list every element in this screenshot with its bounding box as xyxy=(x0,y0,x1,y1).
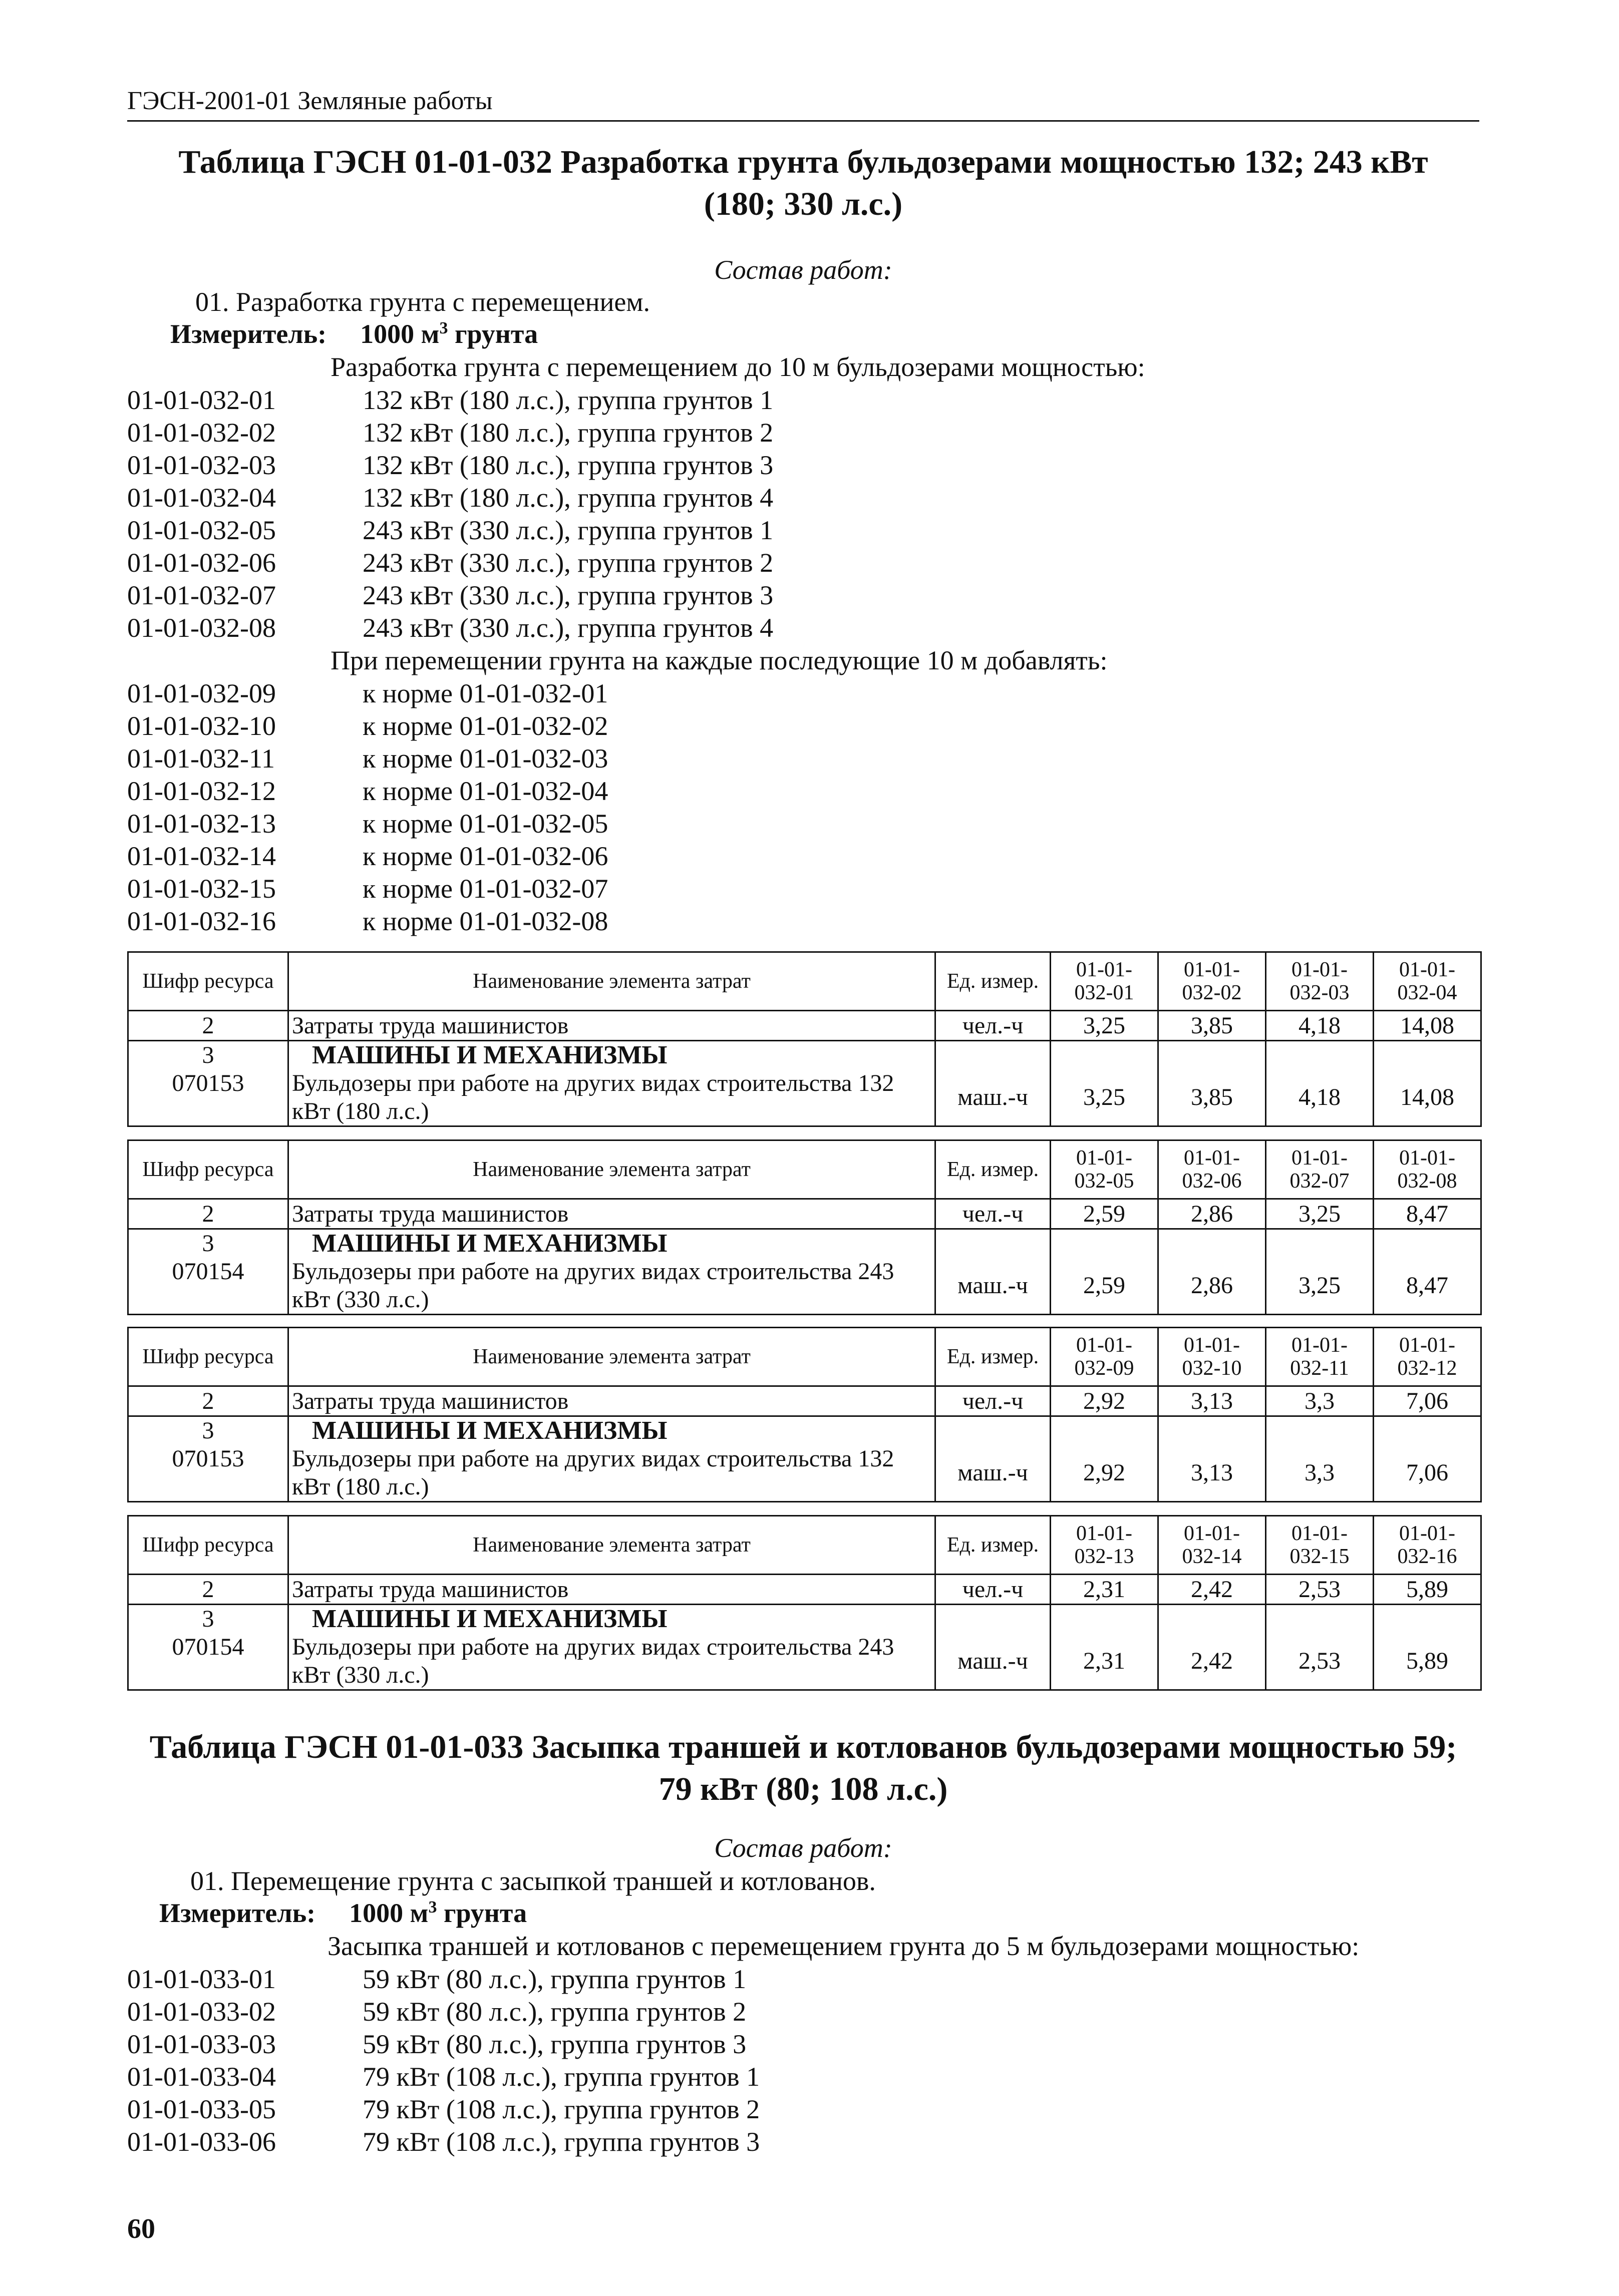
row-cipher xyxy=(128,1041,288,1126)
norm-code: 01-01-032-14 xyxy=(127,841,276,871)
header-name: Наименование элемента затрат xyxy=(288,1140,935,1199)
norm-description: 79 кВт (108 л.с.), группа грунтов 2 xyxy=(363,2094,760,2124)
table-header-row xyxy=(128,1516,1481,1575)
row-value: 14,08 xyxy=(1374,1011,1481,1041)
norm-code-part: 032-12 xyxy=(1397,1357,1457,1380)
norm-code: 01-01-032-15 xyxy=(127,874,276,904)
norm-description: к норме 01-01-032-03 xyxy=(363,743,608,774)
header-unit: Ед. измер. xyxy=(935,1516,1051,1575)
norm-code-part: 032-14 xyxy=(1182,1545,1242,1568)
header-cipher: Шифр ресурса xyxy=(128,1328,288,1386)
list-item xyxy=(127,776,1329,809)
header-cipher: Шифр ресурса xyxy=(128,952,288,1011)
header-norm-code xyxy=(1266,1140,1374,1199)
header-name: Наименование элемента затрат xyxy=(288,1328,935,1386)
norm-description: к норме 01-01-032-01 xyxy=(363,678,608,708)
norm-code: 01-01-032-06 xyxy=(127,548,276,578)
section-code: 3 xyxy=(202,1417,214,1444)
table-032-title xyxy=(127,141,1479,225)
row-value: 5,89 xyxy=(1374,1575,1481,1605)
norm-description: 243 кВт (330 л.с.), группа грунтов 1 xyxy=(363,515,774,545)
norm-code-part: 032-06 xyxy=(1182,1170,1242,1193)
group1-heading: Разработка грунта с перемещением до 10 м бульдозерами мощностью: xyxy=(331,352,1145,382)
row-value: 2,86 xyxy=(1158,1199,1266,1229)
row-value: 2,59 xyxy=(1051,1199,1158,1229)
measure-sup-2: 3 xyxy=(428,1898,437,1917)
norm-description: 243 кВт (330 л.с.), группа грунтов 3 xyxy=(363,580,774,610)
row-name: Затраты труда машинистов xyxy=(288,1575,935,1605)
row-value: 2,31 xyxy=(1051,1575,1158,1605)
section-name: МАШИНЫ И МЕХАНИЗМЫ xyxy=(312,1041,668,1069)
row-value: 3,13 xyxy=(1158,1386,1266,1416)
header-norm-code xyxy=(1374,1516,1481,1575)
resource-table xyxy=(127,1327,1482,1502)
norm-code-part: 032-11 xyxy=(1290,1357,1349,1380)
row-unit: чел.-ч xyxy=(935,1199,1051,1229)
norm-description: 132 кВт (180 л.с.), группа грунтов 1 xyxy=(363,385,774,415)
resource-table xyxy=(127,951,1482,1127)
norm-code-part: 01-01- xyxy=(1076,958,1132,981)
norm-code-part: 01-01- xyxy=(1076,1146,1132,1170)
norm-code: 01-01-032-05 xyxy=(127,515,276,545)
norm-description: 79 кВт (108 л.с.), группа грунтов 3 xyxy=(363,2127,760,2157)
measure-unit: грунта xyxy=(448,319,538,349)
norm-code-part: 032-03 xyxy=(1289,981,1350,1004)
norm-description: 59 кВт (80 л.с.), группа грунтов 1 xyxy=(363,1964,747,1994)
row-value: 4,18 xyxy=(1266,1011,1374,1041)
row-name: Затраты труда машинистов xyxy=(288,1199,935,1229)
norm-code-part: 01-01- xyxy=(1291,1146,1348,1170)
list-item xyxy=(127,417,1329,450)
resource-table xyxy=(127,1139,1482,1315)
table-header-row xyxy=(128,1328,1481,1386)
row-value: 3,3 xyxy=(1266,1386,1374,1416)
norm-code: 01-01-032-03 xyxy=(127,450,276,480)
table-033-title xyxy=(127,1726,1479,1810)
row-name xyxy=(288,1605,935,1690)
machine-code: 070154 xyxy=(172,1634,244,1660)
norm-description: 243 кВт (330 л.с.), группа грунтов 4 xyxy=(363,613,774,643)
list-item xyxy=(127,547,1329,580)
row-unit: чел.-ч xyxy=(935,1386,1051,1416)
list-item xyxy=(127,482,1329,515)
header-norm-code xyxy=(1266,1516,1374,1575)
norm-description: 243 кВт (330 л.с.), группа грунтов 2 xyxy=(363,548,774,578)
row-value: 4,18 xyxy=(1266,1041,1374,1126)
row-value: 2,42 xyxy=(1158,1575,1266,1605)
header-unit: Ед. измер. xyxy=(935,1140,1051,1199)
norm-code-part: 032-04 xyxy=(1397,981,1457,1004)
norm-code-part: 01-01- xyxy=(1399,1146,1455,1170)
row-value: 14,08 xyxy=(1374,1041,1481,1126)
list-item xyxy=(127,515,1329,548)
norm-code-part: 032-02 xyxy=(1182,981,1242,1004)
section-code: 3 xyxy=(202,1230,214,1257)
norm-description: к норме 01-01-032-08 xyxy=(363,906,608,936)
list-item xyxy=(127,873,1329,906)
table-row xyxy=(128,1605,1481,1690)
norm-code: 01-01-033-02 xyxy=(127,1997,276,2027)
header-norm-code xyxy=(1051,1140,1158,1199)
header-unit: Ед. измер. xyxy=(935,952,1051,1011)
list-item xyxy=(127,2126,1329,2159)
table-032-title-line2: (180; 330 л.с.) xyxy=(704,186,903,222)
machine-name: Бульдозеры при работе на других видах строительства 132 кВт (180 л.с.) xyxy=(292,1445,894,1500)
norm-code: 01-01-032-02 xyxy=(127,418,276,448)
table-row xyxy=(128,1199,1481,1229)
row-value: 7,06 xyxy=(1374,1416,1481,1502)
row-unit: маш.-ч xyxy=(935,1229,1051,1315)
list-item xyxy=(127,2094,1329,2127)
row-value: 2,42 xyxy=(1158,1605,1266,1690)
norm-code: 01-01-032-01 xyxy=(127,385,276,415)
machine-code: 070154 xyxy=(172,1258,244,1285)
row-cipher xyxy=(128,1605,288,1690)
norm-code: 01-01-032-07 xyxy=(127,580,276,610)
table-033-title-line2: 79 кВт (80; 108 л.с.) xyxy=(659,1771,948,1807)
row-value: 3,25 xyxy=(1051,1011,1158,1041)
row-value: 2,92 xyxy=(1051,1386,1158,1416)
row-name: Затраты труда машинистов xyxy=(288,1386,935,1416)
norm-description: к норме 01-01-032-07 xyxy=(363,874,608,904)
header-norm-code xyxy=(1051,1516,1158,1575)
row-name xyxy=(288,1416,935,1502)
table-header-row xyxy=(128,1140,1481,1199)
table-032-title-line1: Таблица ГЭСН 01-01-032 Разработка грунта бульдозерами мощностью 132; 243 кВт xyxy=(178,144,1428,180)
section-name: МАШИНЫ И МЕХАНИЗМЫ xyxy=(312,1229,668,1258)
work-item: 01. Разработка грунта с перемещением. xyxy=(195,287,651,317)
norm-code-part: 032-16 xyxy=(1397,1545,1457,1568)
norm-description: к норме 01-01-032-06 xyxy=(363,841,608,871)
norm-description: к норме 01-01-032-02 xyxy=(363,711,608,741)
header-norm-code xyxy=(1374,952,1481,1011)
norm-description: к норме 01-01-032-05 xyxy=(363,809,608,839)
row-cipher: 2 xyxy=(128,1386,288,1416)
row-value: 3,13 xyxy=(1158,1416,1266,1502)
norm-code-part: 01-01- xyxy=(1291,1522,1348,1545)
row-value: 2,53 xyxy=(1266,1575,1374,1605)
norm-code-part: 032-10 xyxy=(1182,1357,1242,1380)
header-name: Наименование элемента затрат xyxy=(288,952,935,1011)
header-norm-code xyxy=(1158,1328,1266,1386)
list-item xyxy=(127,1964,1329,1997)
norm-code: 01-01-033-05 xyxy=(127,2094,276,2124)
norm-code-part: 01-01- xyxy=(1184,1522,1240,1545)
norm-description: 132 кВт (180 л.с.), группа грунтов 3 xyxy=(363,450,774,480)
header-norm-code xyxy=(1374,1328,1481,1386)
row-value: 2,86 xyxy=(1158,1229,1266,1315)
list-item xyxy=(127,450,1329,483)
header-norm-code xyxy=(1158,1516,1266,1575)
machine-code: 070153 xyxy=(172,1445,244,1472)
norm-code: 01-01-032-09 xyxy=(127,678,276,708)
list-item xyxy=(127,2061,1329,2094)
norm-code-part: 01-01- xyxy=(1076,1522,1132,1545)
list-item xyxy=(127,808,1329,841)
header-unit: Ед. измер. xyxy=(935,1328,1051,1386)
norm-description: 132 кВт (180 л.с.), группа грунтов 2 xyxy=(363,418,774,448)
norm-code: 01-01-032-12 xyxy=(127,776,276,806)
measure-value-2: 1000 м xyxy=(349,1898,429,1928)
norm-code-part: 01-01- xyxy=(1184,1334,1240,1357)
row-value: 8,47 xyxy=(1374,1199,1481,1229)
list-item xyxy=(127,612,1329,645)
header-norm-code xyxy=(1374,1140,1481,1199)
row-unit: маш.-ч xyxy=(935,1416,1051,1502)
header-rule xyxy=(127,120,1479,122)
norm-code-part: 032-15 xyxy=(1289,1545,1350,1568)
section-code: 3 xyxy=(202,1042,214,1068)
row-value: 3,25 xyxy=(1266,1229,1374,1315)
table-row xyxy=(128,1041,1481,1126)
table-row xyxy=(128,1011,1481,1041)
norm-code-part: 032-08 xyxy=(1397,1170,1457,1193)
norm-code-part: 032-13 xyxy=(1074,1545,1134,1568)
header-norm-code xyxy=(1266,1328,1374,1386)
table-row xyxy=(128,1229,1481,1315)
row-value: 3,3 xyxy=(1266,1416,1374,1502)
norm-code-part: 032-09 xyxy=(1074,1357,1134,1380)
row-name xyxy=(288,1229,935,1315)
list-item xyxy=(127,1996,1329,2029)
group3-heading: Засыпка траншей и котлованов с перемещением грунта до 5 м бульдозерами мощностью: xyxy=(328,1931,1360,1961)
table-row xyxy=(128,1575,1481,1605)
header-name: Наименование элемента затрат xyxy=(288,1516,935,1575)
row-value: 2,53 xyxy=(1266,1605,1374,1690)
work-composition-label: Состав работ: xyxy=(714,255,892,285)
norm-description: 132 кВт (180 л.с.), группа грунтов 4 xyxy=(363,483,774,513)
norm-code: 01-01-033-01 xyxy=(127,1964,276,1994)
norm-code-part: 01-01- xyxy=(1291,1334,1348,1357)
norm-code: 01-01-032-11 xyxy=(127,743,275,774)
row-value: 2,92 xyxy=(1051,1416,1158,1502)
table-header-row xyxy=(128,952,1481,1011)
list-item xyxy=(127,743,1329,776)
header-cipher: Шифр ресурса xyxy=(128,1140,288,1199)
norm-code-part: 032-07 xyxy=(1289,1170,1350,1193)
header-norm-code xyxy=(1266,952,1374,1011)
work-item-2: 01. Перемещение грунта с засыпкой траншей и котлованов. xyxy=(190,1866,876,1896)
norm-code-part: 01-01- xyxy=(1399,1522,1455,1545)
row-value: 3,25 xyxy=(1051,1041,1158,1126)
row-cipher: 2 xyxy=(128,1199,288,1229)
norm-description: 79 кВт (108 л.с.), группа грунтов 1 xyxy=(363,2062,760,2092)
norm-code: 01-01-033-03 xyxy=(127,2029,276,2059)
resource-table xyxy=(127,1515,1482,1691)
row-cipher xyxy=(128,1229,288,1315)
norm-code-part: 01-01- xyxy=(1291,958,1348,981)
norm-code-part: 032-05 xyxy=(1074,1170,1134,1193)
section-code: 3 xyxy=(202,1606,214,1632)
machine-name: Бульдозеры при работе на других видах строительства 243 кВт (330 л.с.) xyxy=(292,1634,894,1688)
row-value: 3,25 xyxy=(1266,1199,1374,1229)
row-name xyxy=(288,1041,935,1126)
norm-code: 01-01-032-16 xyxy=(127,906,276,936)
list-item xyxy=(127,580,1329,613)
table-row xyxy=(128,1416,1481,1502)
norm-code-part: 01-01- xyxy=(1399,1334,1455,1357)
norm-code-part: 01-01- xyxy=(1399,958,1455,981)
norm-description: 59 кВт (80 л.с.), группа грунтов 3 xyxy=(363,2029,747,2059)
row-value: 5,89 xyxy=(1374,1605,1481,1690)
norm-code-part: 01-01- xyxy=(1184,958,1240,981)
machine-name: Бульдозеры при работе на других видах строительства 132 кВт (180 л.с.) xyxy=(292,1070,894,1124)
row-name: Затраты труда машинистов xyxy=(288,1011,935,1041)
norm-code: 01-01-032-10 xyxy=(127,711,276,741)
measure-line xyxy=(170,318,538,349)
norm-code: 01-01-033-06 xyxy=(127,2127,276,2157)
header-norm-code xyxy=(1158,952,1266,1011)
measure-line-2 xyxy=(159,1897,527,1929)
measure-unit-2: грунта xyxy=(437,1898,527,1928)
row-cipher xyxy=(128,1416,288,1502)
measure-label: Измеритель: xyxy=(170,319,327,349)
table-row xyxy=(128,1386,1481,1416)
row-value: 7,06 xyxy=(1374,1386,1481,1416)
machine-code: 070153 xyxy=(172,1070,244,1096)
norm-code: 01-01-032-08 xyxy=(127,613,276,643)
list-item xyxy=(127,385,1329,418)
row-value: 8,47 xyxy=(1374,1229,1481,1315)
norm-code-part: 032-01 xyxy=(1074,981,1134,1004)
header-norm-code xyxy=(1051,1328,1158,1386)
header-norm-code xyxy=(1158,1140,1266,1199)
norm-code: 01-01-032-13 xyxy=(127,809,276,839)
norm-code: 01-01-033-04 xyxy=(127,2062,276,2092)
page-number: 60 xyxy=(127,2213,155,2244)
running-header: ГЭСН-2001-01 Земляные работы xyxy=(127,87,493,115)
machine-name: Бульдозеры при работе на других видах строительства 243 кВт (330 л.с.) xyxy=(292,1258,894,1313)
row-value: 2,59 xyxy=(1051,1229,1158,1315)
norm-description: 59 кВт (80 л.с.), группа грунтов 2 xyxy=(363,1997,747,2027)
norm-code-part: 01-01- xyxy=(1076,1334,1132,1357)
section-name: МАШИНЫ И МЕХАНИЗМЫ xyxy=(312,1605,668,1633)
list-item xyxy=(127,678,1329,711)
list-item xyxy=(127,841,1329,874)
work-composition-label-2: Состав работ: xyxy=(714,1833,892,1863)
norm-description: к норме 01-01-032-04 xyxy=(363,776,608,806)
measure-sup: 3 xyxy=(439,319,448,337)
row-value: 2,31 xyxy=(1051,1605,1158,1690)
measure-label-2: Измеритель: xyxy=(159,1898,316,1928)
row-unit: чел.-ч xyxy=(935,1011,1051,1041)
row-value: 3,85 xyxy=(1158,1011,1266,1041)
row-cipher: 2 xyxy=(128,1575,288,1605)
group2-heading: При перемещении грунта на каждые последующие 10 м добавлять: xyxy=(331,645,1108,675)
norm-code-part: 01-01- xyxy=(1184,1146,1240,1170)
row-cipher: 2 xyxy=(128,1011,288,1041)
norm-code: 01-01-032-04 xyxy=(127,483,276,513)
list-item xyxy=(127,906,1329,939)
list-item xyxy=(127,710,1329,743)
row-unit: чел.-ч xyxy=(935,1575,1051,1605)
row-unit: маш.-ч xyxy=(935,1605,1051,1690)
section-name: МАШИНЫ И МЕХАНИЗМЫ xyxy=(312,1416,668,1445)
header-norm-code xyxy=(1051,952,1158,1011)
table-033-title-line1: Таблица ГЭСН 01-01-033 Засыпка траншей и котлованов бульдозерами мощностью 59; xyxy=(149,1729,1457,1765)
header-cipher: Шифр ресурса xyxy=(128,1516,288,1575)
row-unit: маш.-ч xyxy=(935,1041,1051,1126)
row-value: 3,85 xyxy=(1158,1041,1266,1126)
measure-value: 1000 м xyxy=(360,319,440,349)
list-item xyxy=(127,2029,1329,2062)
